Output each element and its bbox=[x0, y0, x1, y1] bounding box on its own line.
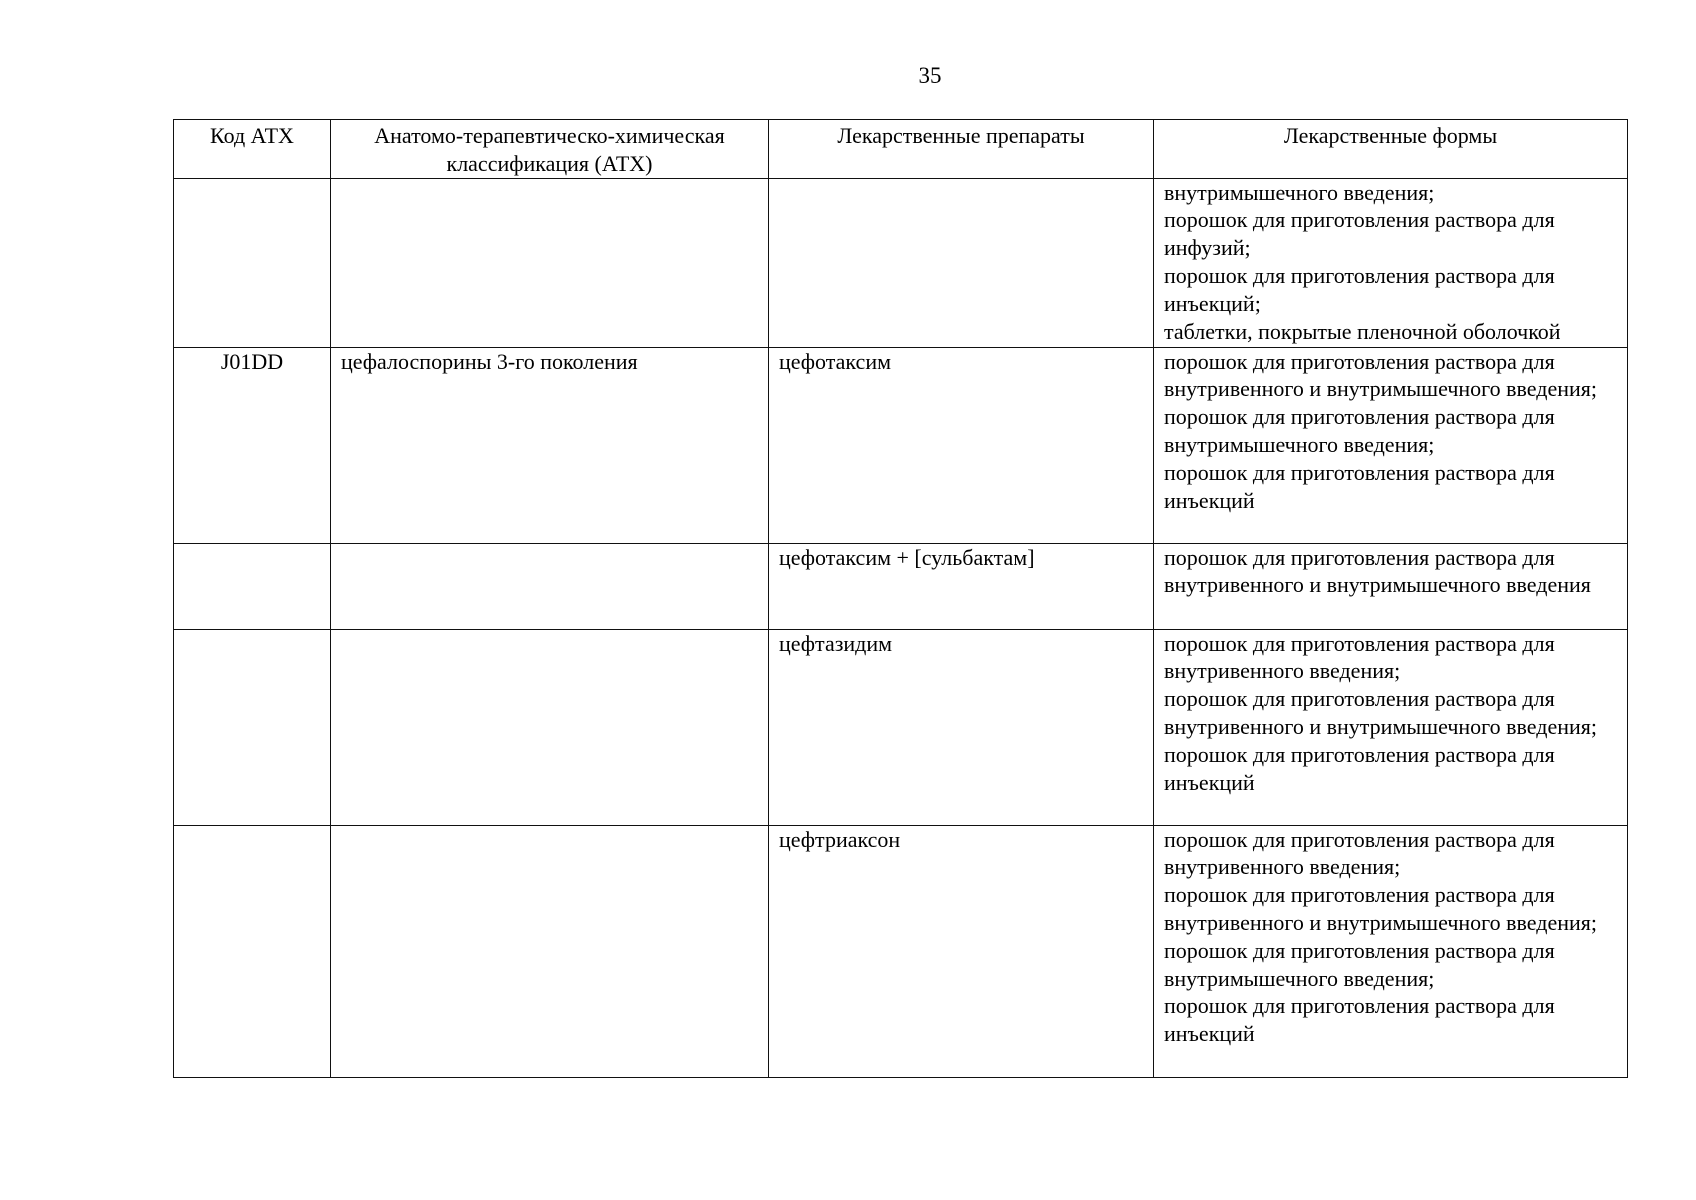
cell-drug: цефтриаксон bbox=[769, 825, 1154, 1077]
cell-dosage-forms: внутримышечного введения; порошок для приготовления раствора для инфузий; порошок для приготовления раствора для инъекций; таблетки, покрытые пленочной оболочкой bbox=[1154, 178, 1628, 347]
cell-drug: цефтазидим bbox=[769, 629, 1154, 825]
table-row bbox=[174, 543, 1628, 629]
cell-drug bbox=[769, 178, 1154, 347]
cell-classification bbox=[331, 825, 769, 1077]
cell-atx-code bbox=[174, 629, 331, 825]
cell-classification bbox=[331, 629, 769, 825]
cell-atx-code bbox=[174, 543, 331, 629]
cell-atx-code bbox=[174, 178, 331, 347]
table-row bbox=[174, 629, 1628, 825]
cell-drug: цефотаксим bbox=[769, 347, 1154, 543]
cell-atx-code bbox=[174, 825, 331, 1077]
page-number: 35 bbox=[918, 63, 942, 88]
header-dosage-forms: Лекарственные формы bbox=[1154, 120, 1628, 179]
header-atx-code: Код АТХ bbox=[174, 120, 331, 179]
table-row bbox=[174, 178, 1628, 347]
header-atx-classification: Анатомо-терапевтическо-химическая классификация (АТХ) bbox=[331, 120, 769, 179]
header-drugs: Лекарственные препараты bbox=[769, 120, 1154, 179]
cell-dosage-forms: порошок для приготовления раствора для внутривенного и внутримышечного введения; порошок для приготовления раствора для внутримышечного введения; порошок для приготовления раствора для инъекций bbox=[1154, 347, 1628, 543]
cell-atx-code: J01DD bbox=[174, 347, 331, 543]
cell-dosage-forms: порошок для приготовления раствора для внутривенного введения; порошок для приготовления раствора для внутривенного и внутримышечного введения; порошок для приготовления раствора для внутримышечного введения; порошок для приготовления раствора для инъекций bbox=[1154, 825, 1628, 1077]
atx-drug-table bbox=[173, 119, 1628, 1078]
cell-dosage-forms: порошок для приготовления раствора для внутривенного и внутримышечного введения bbox=[1154, 543, 1628, 629]
table-row bbox=[174, 347, 1628, 543]
table-row bbox=[174, 825, 1628, 1077]
table-header-row bbox=[174, 120, 1628, 179]
cell-classification: цефалоспорины 3-го поколения bbox=[331, 347, 769, 543]
cell-classification bbox=[331, 543, 769, 629]
cell-classification bbox=[331, 178, 769, 347]
cell-dosage-forms: порошок для приготовления раствора для внутривенного введения; порошок для приготовления раствора для внутривенного и внутримышечного введения; порошок для приготовления раствора для инъекций bbox=[1154, 629, 1628, 825]
cell-drug: цефотаксим + [сульбактам] bbox=[769, 543, 1154, 629]
